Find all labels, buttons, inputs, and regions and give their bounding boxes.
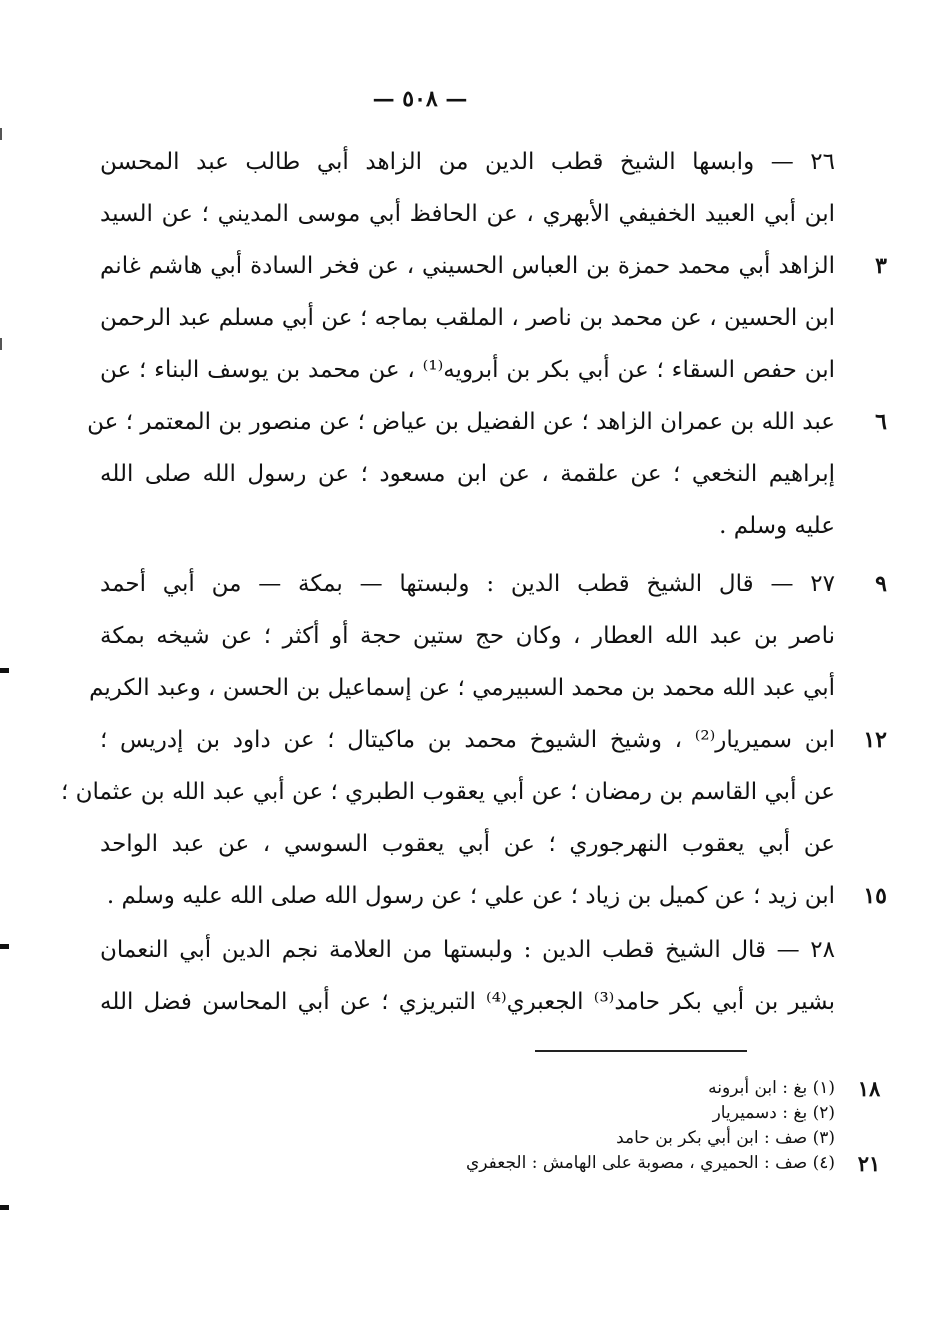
text-line: ابن زيد ؛ عن كميل بن زياد ؛ عن علي ؛ عن رسول الله صلى الله عليه وسلم . ١٥ — [100, 870, 835, 922]
text-line: بشير بن أبي بكر حامد⁽³⁾ الجعبري⁽⁴⁾ التبريزي ؛ عن أبي المحاسن فضل الله — [100, 989, 835, 1015]
line-number: ٣ — [875, 253, 887, 279]
scan-edge-mark — [0, 944, 9, 949]
text-line: إبراهيم النخعي ؛ عن علقمة ، عن ابن مسعود ؛ عن رسول الله صلى الله — [100, 461, 835, 487]
scan-edge-mark — [0, 668, 9, 673]
footnote: (٣) صف : ابن أبي بكر بن حامد — [616, 1128, 835, 1148]
text-line: ٢٧ — قال الشيخ قطب الدين : ولبستها — بمكة — من أبي أحمد ٩ — [100, 558, 835, 610]
text-line: عن أبي القاسم بن رمضان ؛ عن أبي يعقوب الطبري ؛ عن أبي عبد الله بن عثمان ؛ — [60, 779, 835, 805]
line-number: ٩ — [875, 571, 887, 597]
text-line: ابن أبي العبيد الخفيفي الأبهري ، عن الحافظ أبي موسى المديني ؛ عن السيد — [100, 201, 835, 227]
text-line: عن أبي يعقوب النهرجوري ؛ عن أبي يعقوب السوسي ، عن عبد الواحد — [100, 831, 835, 857]
line-number: ١٢ — [863, 727, 887, 753]
text-line: الزاهد أبي محمد حمزة بن العباس الحسيني ، عن فخر السادة أبي هاشم غانم ٣ — [100, 240, 835, 292]
text-line: عليه وسلم . — [719, 513, 835, 539]
paragraph-28 — [100, 924, 835, 1028]
text-line: ابن الحسين ، عن محمد بن ناصر ، الملقب بماجه ؛ عن أبي مسلم عبد الرحمن — [100, 305, 835, 331]
footnote: (٤) صف : الحميري ، مصوبة على الهامش : الجعفري ٢١ — [315, 1151, 835, 1176]
paragraph-27 — [60, 558, 887, 922]
paragraph-26 — [87, 136, 887, 552]
text-line: ناصر بن عبد الله العطار ، وكان حج ستين حجة أو أكثر ؛ عن شيخه بمكة — [100, 623, 835, 649]
line-number: ٢١ — [857, 1151, 881, 1176]
line-number: ١٨ — [857, 1076, 881, 1101]
footnote: (٢) بغ : دسميريار — [712, 1103, 835, 1123]
page-number: — ٥٠٨ — — [372, 86, 468, 112]
text-line: أبي عبد الله محمد بن محمد السبيرمي ؛ عن إسماعيل بن الحسن ، وعبد الكريم — [89, 675, 835, 701]
scan-edge-mark — [0, 128, 2, 140]
text-line: ابن حفص السقاء ؛ عن أبي بكر بن أبرويه⁽¹⁾ ، عن محمد بن يوسف البناء ؛ عن — [100, 357, 836, 383]
line-number: ٦ — [875, 409, 887, 435]
text-line: ٢٨ — قال الشيخ قطب الدين : ولبستها من العلامة نجم الدين أبي النعمان — [100, 937, 835, 963]
scan-edge-mark — [0, 338, 2, 350]
text-line: عبد الله بن عمران الزاهد ؛ عن الفضيل بن عياض ؛ عن منصور بن المعتمر ؛ عن ٦ — [100, 396, 835, 448]
footnote: (١) بغ : ابن أبرونه ١٨ — [315, 1076, 835, 1101]
text-line: ابن سميريار⁽²⁾ ، وشيخ الشيوخ محمد بن ماكيتال ؛ عن داود بن إدريس ؛ ١٢ — [100, 714, 835, 766]
footnotes — [315, 1076, 881, 1176]
scan-edge-mark — [0, 1205, 9, 1210]
footnote-separator — [535, 1050, 747, 1052]
line-number: ١٥ — [863, 883, 887, 909]
text-line: ٢٦ — وابسها الشيخ قطب الدين من الزاهد أبي طالب عبد المحسن — [100, 149, 835, 175]
